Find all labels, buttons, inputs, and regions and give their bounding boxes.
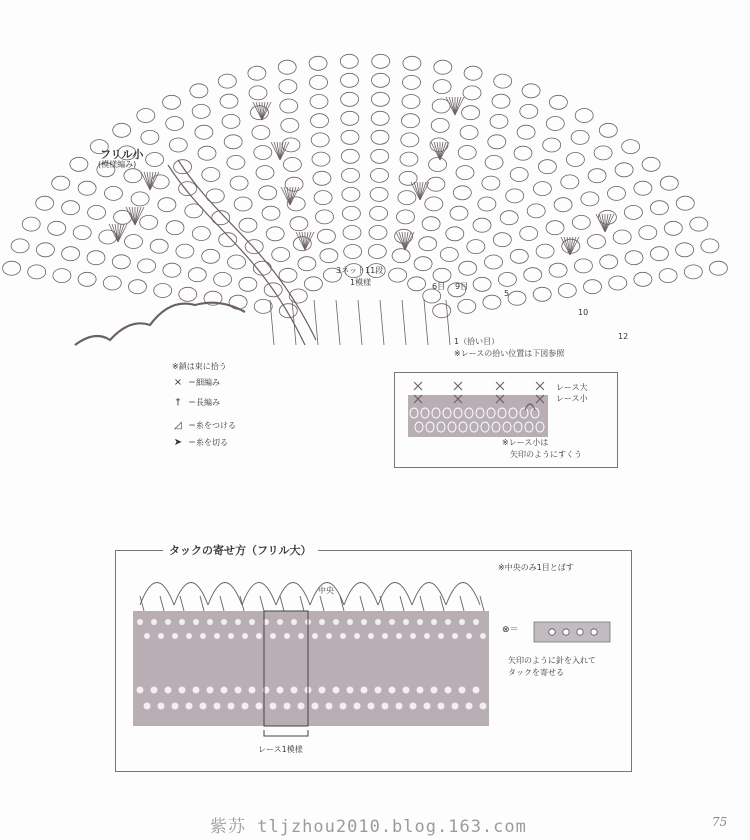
center-label: 中央 [318, 586, 334, 595]
lace-hole [424, 633, 430, 639]
tuck-instruction-line1: 矢印のように針を入れて [508, 656, 596, 665]
lace-hole [480, 703, 487, 710]
lace-hole [396, 633, 402, 639]
lace-hole [473, 687, 480, 694]
chart-subtitle: (模様編み) [98, 160, 137, 169]
lace-hole [277, 619, 283, 625]
lace-hole [193, 619, 199, 625]
lace-hole [361, 687, 368, 694]
lace-hole [340, 633, 346, 639]
lace-hole [151, 619, 157, 625]
tuck-symbol-label: ⊗＝ [502, 625, 519, 635]
tuck-instruction-line2: タックを寄せる [508, 668, 564, 677]
tuck-sample [534, 622, 610, 642]
skip-note: ※中央のみ1目とばす [498, 563, 574, 572]
lace-hole [410, 633, 416, 639]
lace-large-label: レース大 [556, 383, 588, 392]
lace-hole [228, 633, 234, 639]
cross-icon: × [173, 377, 183, 388]
lace-hole [368, 633, 374, 639]
page-number: 75 [712, 815, 728, 829]
lace-hole [410, 703, 417, 710]
lace-hole [382, 633, 388, 639]
lace-hole [179, 619, 185, 625]
chain-arch [174, 583, 208, 606]
lace-hole [214, 633, 220, 639]
lace-hole [200, 633, 206, 639]
lace-hole [200, 703, 207, 710]
lace-hole [291, 619, 297, 625]
lace-hole [221, 687, 228, 694]
lace-hole [284, 703, 291, 710]
lace-hole [347, 687, 354, 694]
lace-hole [396, 703, 403, 710]
legend-text: ＝細編み [188, 377, 220, 387]
repeat-bracket [264, 730, 308, 736]
lace-hole [270, 633, 276, 639]
lace-hole [417, 687, 424, 694]
lace-hole [298, 633, 304, 639]
lace-hole [382, 703, 389, 710]
connector-line [460, 596, 464, 611]
chain-arch [378, 583, 412, 606]
lace-hole [431, 687, 438, 694]
lace-hole [144, 633, 150, 639]
row-label-5: 5 [504, 289, 510, 298]
arrow-note-line1: ※レース小は [502, 438, 549, 447]
connector-line [320, 596, 324, 611]
lace-hole [326, 703, 333, 710]
lace-hole [333, 687, 340, 694]
lace-hole [165, 619, 171, 625]
lace-hole [221, 619, 227, 625]
lace-hole [389, 619, 395, 625]
lace-hole [249, 687, 256, 694]
legend-text: ＝糸を切る [188, 437, 228, 447]
lace-hole [270, 703, 277, 710]
lace-hole [354, 703, 361, 710]
chain-arch [344, 583, 378, 606]
lace-hole [424, 703, 431, 710]
row-label-12: 12 [618, 332, 629, 341]
lace-hole [389, 687, 396, 694]
connector-line [220, 596, 224, 611]
connector-line [260, 596, 264, 611]
lace-hole [151, 687, 158, 694]
connector-line [420, 596, 424, 611]
stitch-circle [591, 629, 597, 635]
treble-stitch-icon: † [175, 397, 181, 408]
connector-line [160, 596, 164, 611]
stitch-circle [563, 629, 569, 635]
watermark: 紫苏 tljzhou2010.blog.163.com [210, 817, 527, 837]
connector-line [480, 596, 484, 611]
connector-line [380, 596, 384, 611]
lace-strip [133, 611, 489, 726]
lace-hole [284, 633, 290, 639]
lace-hole [340, 703, 347, 710]
lace-hole [473, 619, 479, 625]
chain-arch [140, 583, 174, 606]
legend-text: ＝長編み [188, 397, 220, 407]
legend-text: ＝糸をつける [188, 420, 236, 430]
connector-line [200, 596, 204, 611]
lace-hole [172, 703, 179, 710]
chain-arches [140, 583, 484, 612]
lace-hole [466, 703, 473, 710]
lace-hole [249, 619, 255, 625]
lace-hole [354, 633, 360, 639]
lace-hole [242, 633, 248, 639]
lace-hole [193, 687, 200, 694]
lace-hole [235, 619, 241, 625]
join-yarn-icon: ◿ [174, 420, 182, 431]
center-note-line1: 3ネット11段 [336, 266, 384, 275]
lace-hole [326, 633, 332, 639]
chain-arch [208, 583, 242, 606]
lace-hole [403, 619, 409, 625]
legend-note: ※鎖は束に拾う [172, 362, 227, 371]
lace-hole [137, 687, 144, 694]
lace-hole [235, 687, 242, 694]
lace-hole [438, 703, 445, 710]
row-label-10: 10 [578, 308, 589, 317]
stitch-circle [549, 629, 555, 635]
lace-hole [242, 703, 249, 710]
chart-title: フリル小 [100, 148, 144, 161]
lace-hole [466, 633, 472, 639]
lace-hole [172, 633, 178, 639]
lace-hole [375, 687, 382, 694]
connector-line [400, 596, 404, 611]
lace-hole [403, 687, 410, 694]
lace-hole [431, 619, 437, 625]
lace-small-label: レース小 [556, 394, 588, 403]
lace-hole [137, 619, 143, 625]
connector-line [180, 596, 184, 611]
connector-line [360, 596, 364, 611]
center-note-line2: 1模様 [350, 278, 372, 287]
lace-hole [361, 619, 367, 625]
lace-hole [445, 619, 451, 625]
lace-hole [256, 703, 263, 710]
connector-line [300, 596, 304, 611]
lace-hole [319, 619, 325, 625]
lace-hole [186, 633, 192, 639]
lace-hole [312, 633, 318, 639]
lace-hole [165, 687, 172, 694]
lace-hole [368, 703, 375, 710]
lace-hole [480, 633, 486, 639]
pickup-label: 1（拾い目） [454, 337, 500, 346]
lace-hole [452, 703, 459, 710]
repeat-label: レース1模様 [258, 745, 303, 754]
lace-hole [312, 703, 319, 710]
lace-hole [256, 633, 262, 639]
lace-hole [277, 687, 284, 694]
lace-hole [298, 703, 305, 710]
lace-hole [417, 619, 423, 625]
pickup-note: ※レースの拾い位置は下図参照 [454, 349, 565, 358]
lace-hole [179, 687, 186, 694]
lace-hole [207, 687, 214, 694]
row-label-9: 9目 [455, 282, 469, 291]
cut-yarn-icon: ➤ [173, 437, 183, 448]
connector-line [240, 596, 244, 611]
lace-hole [375, 619, 381, 625]
lace-hole [445, 687, 452, 694]
lace-hole [214, 703, 221, 710]
lace-hole [333, 619, 339, 625]
stitch-circle [577, 629, 583, 635]
lace-hole [207, 619, 213, 625]
lace-hole [459, 619, 465, 625]
connector-line [280, 596, 284, 611]
chain-arch [412, 583, 446, 606]
lace-hole [158, 633, 164, 639]
chain-arch [446, 583, 480, 606]
lace-hole [291, 687, 298, 694]
lace-hole [347, 619, 353, 625]
lace-hole [158, 703, 165, 710]
lace-hole [319, 687, 326, 694]
lace-hole [186, 703, 193, 710]
lace-hole [452, 633, 458, 639]
arrow-note-line2: 矢印のようにすくう [510, 450, 582, 459]
lace-hole [228, 703, 235, 710]
lace-hole [144, 703, 151, 710]
row-label-6: 6目 [432, 282, 446, 291]
lace-hole [438, 633, 444, 639]
tuck-title: タックの寄せ方（フリル大） [163, 542, 318, 558]
lace-hole [459, 687, 466, 694]
chain-arch [242, 583, 276, 606]
